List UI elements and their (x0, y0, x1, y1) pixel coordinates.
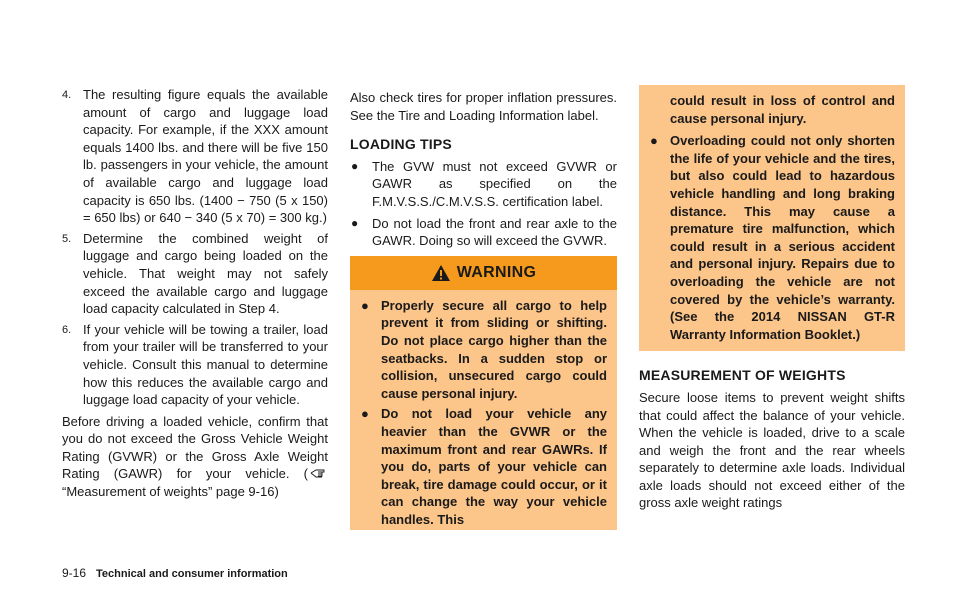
reference-pointer-icon (310, 466, 326, 477)
column-middle (350, 86, 617, 530)
loading-tips-list (350, 158, 617, 250)
list-item: 4. The resulting figure equals the available amount of cargo and luggage load capacity. For example, if the XXX amount equals 1400 lbs. and there will be five 150 lb. passengers in your vehicle, the amount of available cargo and luggage load capacity is 650 lbs. (1400 − 750 (5 x 150) = 650 lbs) or 640 − 340 (5 x 70) = 300 kg.) (62, 87, 328, 226)
warning-box (350, 256, 617, 531)
warning-box-continued (639, 85, 905, 351)
list-item: ● Overloading could not only shorten the life of your vehicle and the tires, but also could lead to hazardous vehicle handling and long braking distance. This may cause a premature tire malfunction, which could result in a serious accident and personal injury. Repairs due to overloading the vehicle are not covered by the vehicle’s warranty. (See the 2014 NISSAN GT-R Warranty Information Booklet.) (650, 133, 895, 342)
measurement-heading: MEASUREMENT OF WEIGHTS (639, 367, 846, 384)
warning-list (639, 132, 905, 343)
column-right (639, 85, 905, 512)
list-item: ● Do not load the front and rear axle to the GAWR. Doing so will exceed the GVWR. (351, 215, 617, 249)
list-item: ● The GVW must not exceed GVWR or GAWR as specified on the F.M.V.S.S./C.M.V.S.S. certification label. (351, 158, 617, 209)
measurement-paragraph: Secure loose items to prevent weight shifts that could affect the balance of your vehicle. When the vehicle is loaded, drive to a scale and weigh the front and the rear wheels separately to determine axle loads. Individual axle loads should not exceed either of the gross axle weight ratings (639, 389, 905, 511)
warning-triangle-icon (431, 264, 451, 282)
list-item: 6. If your vehicle will be towing a trailer, load from your trailer will be transferred to your vehicle. Consult this manual to determine how this reduces the available cargo and luggage load capacity of your vehicle. (62, 321, 328, 408)
page-footer (62, 566, 288, 580)
column-left (62, 86, 328, 501)
warning-list (350, 290, 617, 529)
section-title: Technical and consumer information (96, 568, 288, 580)
page-number: 9-16 (62, 566, 87, 580)
loading-tips-heading: LOADING TIPS (350, 136, 452, 153)
steps-list (62, 86, 328, 409)
list-item: ● Properly secure all cargo to help prevent it from sliding or shifting. Do not place cargo higher than the seatbacks. In a sudden stop or collision, unsecured cargo could cause personal injury. (361, 297, 607, 401)
list-item: 5. Determine the combined weight of luggage and cargo being loaded on the vehicle. That weight may not safely exceed the available cargo and luggage load capacity calculated in Step 4. (62, 230, 328, 317)
warning-header: WARNING (350, 256, 617, 290)
gvwr-paragraph: Before driving a loaded vehicle, confirm that you do not exceed the Gross Vehicle Weight Rating (GVWR) or the Gross Axle Weight Rating (GAWR) for your vehicle. (“Measurement of weights” page 9-16) (62, 413, 328, 500)
inflation-paragraph: Also check tires for proper inflation pressures. See the Tire and Loading Information label. (350, 90, 617, 123)
list-item: ● Do not load your vehicle any heavier than the GVWR or the maximum front and rear GAWRs. If you do, parts of your vehicle can break, tire damage could occur, or it can change the way your vehicle handles. This (361, 406, 607, 527)
warning-continuation: could result in loss of control and cause personal injury. (670, 93, 895, 126)
